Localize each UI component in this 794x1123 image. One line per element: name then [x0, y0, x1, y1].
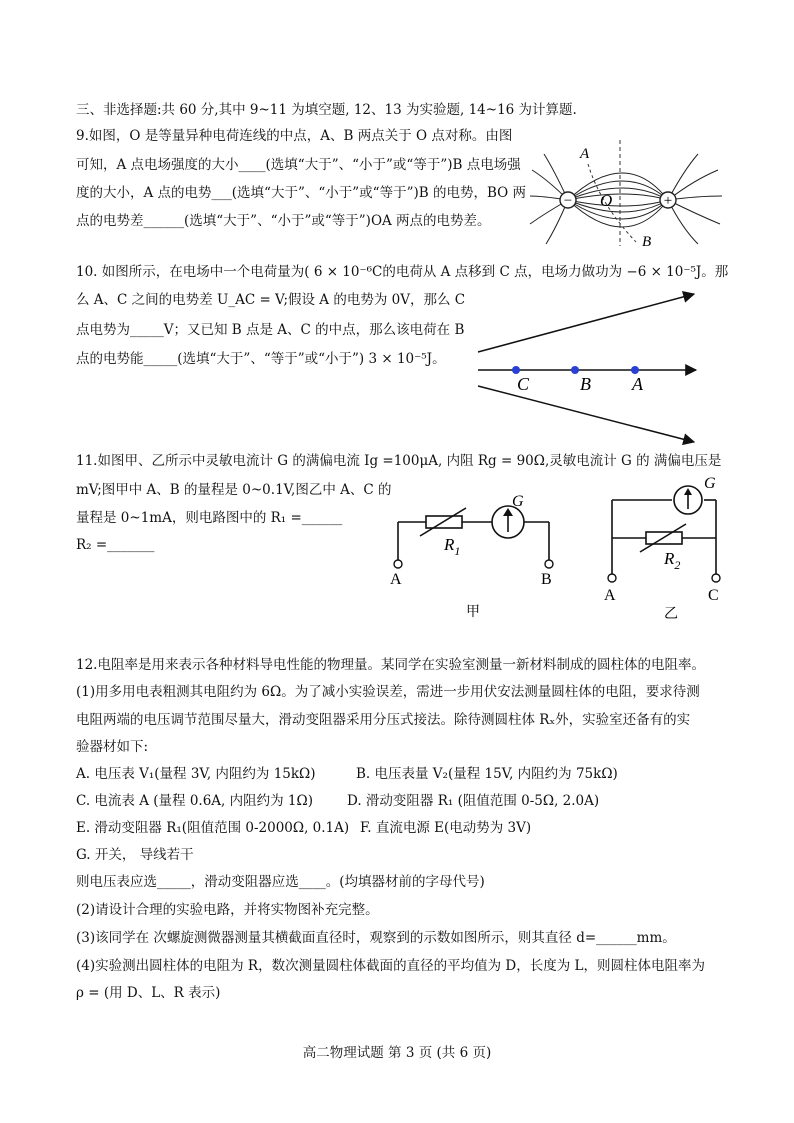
q11-line-1: 11.如图甲、乙所示中灵敏电流计 G 的满偏电流 Ig =100μA, 内阻 Rg = 90Ω,灵敏电流计 G 的 满偏电压是: [76, 453, 722, 469]
page-footer: 高二物理试题 第 3 页 (共 6 页): [302, 1045, 492, 1061]
r1-label: $R_1$: [444, 535, 461, 558]
point-b-label: B: [580, 374, 591, 394]
option-d: D. 滑动变阻器 R₁ (阻值范围 0-5Ω, 2.0A): [347, 793, 600, 809]
point-a-label: A: [580, 146, 590, 162]
q10-line-4: 点的电势能_____(选填“大于”、“等于”或“小于”) 3 × 10⁻⁵J。: [76, 351, 446, 367]
q11-line-2: mV;图甲中 A、B 的量程是 0~0.1V,图乙中 A、C 的: [76, 482, 392, 498]
q12-line-2: (1)用多用电表粗测其电阻约为 6Ω。为了减小实验误差，需进一步用伏安法测量圆柱体的电阻，要求待测: [76, 684, 700, 700]
option-f: F. 直流电源 E(电动势为 3V): [360, 820, 532, 836]
point-b-label: B: [642, 234, 652, 246]
q12-line-3: 电阻两端的电压调节范围尽量大，滑动变阻器采用分压式接法。除待测圆柱体 Rₓ外，实验室还备有的实: [76, 712, 691, 728]
figure-caption-jia: 甲: [466, 604, 480, 620]
q9-line-3: 度的大小，A 点的电势___(选填“大于”、“小于”或“等于”)B 的电势，BO 两: [76, 185, 526, 201]
terminal-a-label: A: [390, 571, 402, 588]
q12-rest-1: 则电压表应选_____，滑动变阻器应选____。(均填器材前的字母代号): [76, 874, 485, 890]
q9-line-4: 点的电势差______(选填“大于”、“小于”或“等于”)OA 两点的电势差。: [76, 213, 491, 229]
point-a-label: A: [632, 374, 643, 394]
q12-rest-3: (3)该同学在 次螺旋测微器测量其横截面直径时，观察到的示数如图所示，则其直径 d=______mm。: [76, 930, 676, 946]
q12-line-1: 12.电阻率是用来表示各种材料导电性能的物理量。某同学在实验室测量一新材料制成的圆柱体的电阻率。: [76, 657, 705, 673]
option-b: B. 电压表量 V₂(量程 15V, 内阻约为 75kΩ): [356, 766, 618, 782]
q10-line-3: 点电势为_____V；又已知 B 点是 A、C 的中点，那么该电荷在 B: [76, 322, 465, 338]
positive-charge-label: +: [663, 193, 673, 209]
option-g: G. 开关， 导线若干: [76, 847, 194, 863]
negative-charge-label: −: [563, 193, 573, 209]
q11-line-3: 量程是 0~1mA，则电路图中的 R₁ =______: [76, 510, 343, 526]
q9-line-2: 可知，A 点电场强度的大小____(选填“大于”、“小于”或“等于”)B 点电场强: [76, 157, 521, 173]
q12-rest-2: (2)请设计合理的实验电路，并将实物图补充完整。: [76, 902, 379, 918]
terminal-c-label: C: [708, 587, 719, 604]
q11-line-4: R₂ =_______: [76, 537, 155, 553]
q12-rest-5: ρ = (用 D、L、R 表示): [76, 985, 221, 1001]
q12-line-4: 验器材如下:: [76, 739, 149, 755]
circuit-yi-figure: [598, 472, 738, 622]
q10-line-1: 10. 如图所示，在电场中一个电荷量为( 6 × 10⁻⁶C的电荷从 A 点移到 C 点，电场力做功为 −6 × 10⁻⁵J。那: [76, 264, 729, 280]
r2-label: $R_2$: [664, 549, 681, 572]
circuit-jia-figure: [384, 492, 566, 622]
option-c: C. 电流表 A (量程 0.6A, 内阻约为 1Ω): [76, 793, 313, 809]
option-a: A. 电压表 V₁(量程 3V, 内阻约为 15kΩ): [76, 766, 316, 782]
terminal-a-label: A: [604, 587, 616, 604]
field-lines-figure: [470, 286, 710, 452]
q12-rest-4: (4)实验测出圆柱体的电阻为 R，数次测量圆柱体截面的直径的平均值为 D，长度为 L，则圆柱体电阻率为: [76, 958, 705, 974]
galvanometer-label: G: [512, 493, 524, 510]
q10-line-2: 么 A、C 之间的电势差 U_AC = V;假设 A 的电势为 0V，那么 C: [76, 292, 466, 308]
dipole-field-figure: [528, 140, 724, 246]
terminal-b-label: B: [541, 571, 552, 588]
galvanometer-label: G: [704, 475, 716, 492]
section-header: 三、非选择题:共 60 分,其中 9~11 为填空题, 12、13 为实验题, 14~16 为计算题.: [76, 102, 577, 118]
point-c-label: C: [517, 374, 530, 394]
q9-line-1: 9.如图，O 是等量异种电荷连线的中点，A、B 两点关于 O 点对称。由图: [76, 128, 513, 144]
point-o-label: O: [600, 191, 613, 210]
option-e: E. 滑动变阻器 R₁(阻值范围 0-2000Ω, 0.1A): [76, 820, 350, 836]
figure-caption-yi: 乙: [664, 606, 678, 622]
